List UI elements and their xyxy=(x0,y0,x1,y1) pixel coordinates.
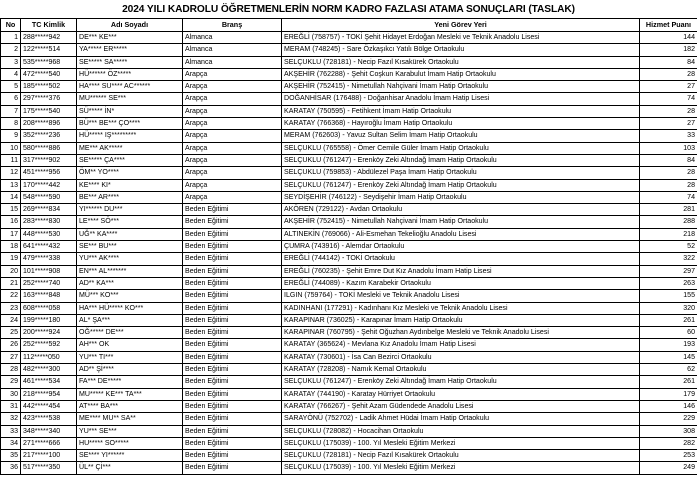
cell-tc-kimlik: 163*****848 xyxy=(21,290,77,302)
cell-gorev-yeri: MERAM (762603) - Yavuz Sultan Selim İmam Hatip Ortaokulu xyxy=(282,130,640,142)
cell-adi-soyadi: FA*** DE***** xyxy=(77,376,183,388)
table-header xyxy=(1,19,697,32)
cell-brans: Arapça xyxy=(183,93,282,105)
cell-brans: Beden Eğitimi xyxy=(183,413,282,425)
cell-hizmet-puani: 74 xyxy=(640,93,697,105)
table-body xyxy=(1,32,697,475)
cell-gorev-yeri: ÇUMRA (743916) - Alemdar Ortaokulu xyxy=(282,241,640,253)
table-row xyxy=(1,216,697,228)
cell-no: 26 xyxy=(1,339,21,351)
cell-brans: Beden Eğitimi xyxy=(183,388,282,400)
cell-adi-soyadi: YA***** ER***** xyxy=(77,44,183,56)
column-header-hizmet-puani: Hizmet Puanı xyxy=(640,19,697,32)
cell-tc-kimlik: 185*****502 xyxy=(21,81,77,93)
cell-gorev-yeri: SARAYÖNÜ (752702) - Ladik Ahmet Hüdai İmam Hatip Ortaokulu xyxy=(282,413,640,425)
cell-gorev-yeri: SELÇUKLU (761247) - Erenköy Zeki Altındağ İmam Hatip Ortaokulu xyxy=(282,179,640,191)
cell-hizmet-puani: 193 xyxy=(640,339,697,351)
cell-hizmet-puani: 28 xyxy=(640,105,697,117)
table-row xyxy=(1,179,697,191)
cell-gorev-yeri: EREĞLİ (744089) - Kazım Karabekir Ortaokulu xyxy=(282,277,640,289)
cell-gorev-yeri: MERAM (748245) - Sare Özkaşıkcı Yatılı Bölge Ortaokulu xyxy=(282,44,640,56)
cell-hizmet-puani: 27 xyxy=(640,81,697,93)
table-row xyxy=(1,351,697,363)
cell-brans: Almanca xyxy=(183,44,282,56)
cell-adi-soyadi: MU***** KE*** TA*** xyxy=(77,388,183,400)
cell-hizmet-puani: 145 xyxy=(640,351,697,363)
cell-tc-kimlik: 580*****886 xyxy=(21,142,77,154)
cell-tc-kimlik: 170*****442 xyxy=(21,179,77,191)
cell-no: 25 xyxy=(1,327,21,339)
cell-gorev-yeri: ALTINEKİN (769066) - Ali-Esmehan Tekelioğlu Anadolu Lisesi xyxy=(282,228,640,240)
cell-adi-soyadi: SE***** SA***** xyxy=(77,56,183,68)
cell-no: 5 xyxy=(1,81,21,93)
cell-tc-kimlik: 482*****300 xyxy=(21,364,77,376)
table-row xyxy=(1,142,697,154)
cell-no: 22 xyxy=(1,290,21,302)
cell-gorev-yeri: SELÇUKLU (761247) - Erenköy Zeki Altındağ İmam Hatip Ortaokulu xyxy=(282,154,640,166)
cell-adi-soyadi: AL* ŞA*** xyxy=(77,314,183,326)
table-row xyxy=(1,388,697,400)
cell-no: 31 xyxy=(1,400,21,412)
cell-tc-kimlik: 461*****534 xyxy=(21,376,77,388)
cell-hizmet-puani: 282 xyxy=(640,437,697,449)
cell-adi-soyadi: SE*** BU*** xyxy=(77,241,183,253)
cell-no: 21 xyxy=(1,277,21,289)
assignment-results-table xyxy=(0,18,697,475)
cell-gorev-yeri: KARATAY (750595) - Fetihkent İmam Hatip Ortaokulu xyxy=(282,105,640,117)
cell-tc-kimlik: 283*****830 xyxy=(21,216,77,228)
cell-brans: Beden Eğitimi xyxy=(183,425,282,437)
cell-hizmet-puani: 322 xyxy=(640,253,697,265)
cell-brans: Arapça xyxy=(183,167,282,179)
cell-no: 29 xyxy=(1,376,21,388)
table-row xyxy=(1,437,697,449)
table-row xyxy=(1,400,697,412)
column-header-tc-kimlik: TC Kimlik xyxy=(21,19,77,32)
cell-brans: Beden Eğitimi xyxy=(183,462,282,474)
cell-hizmet-puani: 261 xyxy=(640,376,697,388)
cell-tc-kimlik: 208*****896 xyxy=(21,118,77,130)
cell-gorev-yeri: AKŞEHİR (752415) - Nimetullah Nahçivani İmam Hatip Ortaokulu xyxy=(282,81,640,93)
cell-tc-kimlik: 288*****942 xyxy=(21,32,77,44)
cell-tc-kimlik: 252*****740 xyxy=(21,277,77,289)
cell-adi-soyadi: BE*** AR**** xyxy=(77,191,183,203)
cell-hizmet-puani: 281 xyxy=(640,204,697,216)
cell-brans: Arapça xyxy=(183,81,282,93)
cell-gorev-yeri: SELÇUKLU (175039) - 100. Yıl Mesleki Eğitim Merkezi xyxy=(282,437,640,449)
table-row xyxy=(1,81,697,93)
cell-no: 14 xyxy=(1,191,21,203)
cell-brans: Beden Eğitimi xyxy=(183,241,282,253)
cell-adi-soyadi: AD** KA*** xyxy=(77,277,183,289)
cell-adi-soyadi: SE***** ÇA**** xyxy=(77,154,183,166)
cell-adi-soyadi: UĞ** KA**** xyxy=(77,228,183,240)
cell-adi-soyadi: EN*** AL******* xyxy=(77,265,183,277)
cell-hizmet-puani: 218 xyxy=(640,228,697,240)
cell-adi-soyadi: MÜ*** KO*** xyxy=(77,290,183,302)
cell-hizmet-puani: 179 xyxy=(640,388,697,400)
cell-no: 19 xyxy=(1,253,21,265)
cell-hizmet-puani: 297 xyxy=(640,265,697,277)
cell-brans: Arapça xyxy=(183,68,282,80)
cell-no: 20 xyxy=(1,265,21,277)
cell-adi-soyadi: AT**** BA*** xyxy=(77,400,183,412)
table-row xyxy=(1,130,697,142)
cell-adi-soyadi: AD** Şİ**** xyxy=(77,364,183,376)
cell-tc-kimlik: 451*****956 xyxy=(21,167,77,179)
cell-tc-kimlik: 348*****340 xyxy=(21,425,77,437)
table-row xyxy=(1,302,697,314)
cell-brans: Beden Eğitimi xyxy=(183,437,282,449)
table-row xyxy=(1,191,697,203)
cell-brans: Beden Eğitimi xyxy=(183,314,282,326)
table-row xyxy=(1,277,697,289)
cell-tc-kimlik: 472*****540 xyxy=(21,68,77,80)
cell-tc-kimlik: 199*****180 xyxy=(21,314,77,326)
cell-tc-kimlik: 479*****338 xyxy=(21,253,77,265)
cell-hizmet-puani: 249 xyxy=(640,462,697,474)
cell-adi-soyadi: AH*** OK xyxy=(77,339,183,351)
cell-no: 18 xyxy=(1,241,21,253)
cell-no: 32 xyxy=(1,413,21,425)
column-header-no: No xyxy=(1,19,21,32)
table-row xyxy=(1,339,697,351)
cell-hizmet-puani: 261 xyxy=(640,314,697,326)
cell-gorev-yeri: KARATAY (766368) - Hayıroğlu İmam Hatip Ortaokulu xyxy=(282,118,640,130)
cell-gorev-yeri: SEYDİŞEHİR (746122) - Seydişehir İmam Hatip Ortaokulu xyxy=(282,191,640,203)
cell-hizmet-puani: 84 xyxy=(640,56,697,68)
cell-hizmet-puani: 146 xyxy=(640,400,697,412)
cell-brans: Arapça xyxy=(183,191,282,203)
cell-tc-kimlik: 101*****908 xyxy=(21,265,77,277)
cell-gorev-yeri: EREĞLİ (744142) - TOKİ Ortaokulu xyxy=(282,253,640,265)
cell-brans: Beden Eğitimi xyxy=(183,204,282,216)
cell-tc-kimlik: 122*****514 xyxy=(21,44,77,56)
cell-hizmet-puani: 263 xyxy=(640,277,697,289)
table-row xyxy=(1,314,697,326)
cell-brans: Beden Eğitimi xyxy=(183,216,282,228)
cell-no: 3 xyxy=(1,56,21,68)
cell-tc-kimlik: 175*****540 xyxy=(21,105,77,117)
cell-adi-soyadi: ME**** MU** SA** xyxy=(77,413,183,425)
cell-no: 10 xyxy=(1,142,21,154)
cell-no: 1 xyxy=(1,32,21,44)
table-row xyxy=(1,450,697,462)
cell-adi-soyadi: SE**** YI****** xyxy=(77,450,183,462)
cell-hizmet-puani: 52 xyxy=(640,241,697,253)
cell-tc-kimlik: 442*****454 xyxy=(21,400,77,412)
cell-gorev-yeri: SELÇUKLU (765558) - Ömer Cemile Güler İmam Hatip Ortaokulu xyxy=(282,142,640,154)
cell-gorev-yeri: KARATAY (730601) - İsa Can Bezirci Ortaokulu xyxy=(282,351,640,363)
cell-brans: Beden Eğitimi xyxy=(183,265,282,277)
table-row xyxy=(1,265,697,277)
table-row xyxy=(1,241,697,253)
cell-brans: Almanca xyxy=(183,32,282,44)
cell-gorev-yeri: SELÇUKLU (759853) - Abdülezel Paşa İmam Hatip Ortaokulu xyxy=(282,167,640,179)
cell-adi-soyadi: KE**** KI* xyxy=(77,179,183,191)
cell-brans: Arapça xyxy=(183,154,282,166)
table-row xyxy=(1,167,697,179)
cell-brans: Arapça xyxy=(183,130,282,142)
cell-hizmet-puani: 288 xyxy=(640,216,697,228)
cell-gorev-yeri: KARATAY (728208) - Namık Kemal Ortaokulu xyxy=(282,364,640,376)
table-row xyxy=(1,93,697,105)
cell-hizmet-puani: 155 xyxy=(640,290,697,302)
cell-brans: Beden Eğitimi xyxy=(183,290,282,302)
cell-tc-kimlik: 269*****834 xyxy=(21,204,77,216)
cell-gorev-yeri: SELÇUKLU (728181) - Necip Fazıl Kısakürek Ortaokulu xyxy=(282,56,640,68)
cell-gorev-yeri: ILGIN (759764) - TOKİ Mesleki ve Teknik Anadolu Lisesi xyxy=(282,290,640,302)
cell-hizmet-puani: 27 xyxy=(640,118,697,130)
cell-no: 8 xyxy=(1,118,21,130)
page-title: 2024 YILI KADROLU ÖĞRETMENLERİN NORM KADRO FAZLASI ATAMA SONUÇLARI (TASLAK) xyxy=(122,4,575,15)
cell-tc-kimlik: 352*****236 xyxy=(21,130,77,142)
cell-adi-soyadi: SÜ***** İN* xyxy=(77,105,183,117)
cell-gorev-yeri: KARAPINAR (760795) - Şehit Oğuzhan Aydınbelge Mesleki ve Teknik Anadolu Lisesi xyxy=(282,327,640,339)
cell-tc-kimlik: 217*****100 xyxy=(21,450,77,462)
table-header-row xyxy=(1,19,697,32)
cell-hizmet-puani: 28 xyxy=(640,167,697,179)
cell-hizmet-puani: 28 xyxy=(640,179,697,191)
cell-brans: Beden Eğitimi xyxy=(183,450,282,462)
table-row xyxy=(1,204,697,216)
table-row xyxy=(1,413,697,425)
column-header-gorev-yeri: Yeni Görev Yeri xyxy=(282,19,640,32)
cell-brans: Beden Eğitimi xyxy=(183,400,282,412)
cell-no: 30 xyxy=(1,388,21,400)
cell-brans: Beden Eğitimi xyxy=(183,364,282,376)
cell-brans: Arapça xyxy=(183,105,282,117)
cell-hizmet-puani: 253 xyxy=(640,450,697,462)
cell-gorev-yeri: SELÇUKLU (761247) - Erenköy Zeki Altındağ İmam Hatip Ortaokulu xyxy=(282,376,640,388)
cell-no: 35 xyxy=(1,450,21,462)
cell-no: 36 xyxy=(1,462,21,474)
table-row xyxy=(1,56,697,68)
cell-hizmet-puani: 74 xyxy=(640,191,697,203)
cell-tc-kimlik: 608*****058 xyxy=(21,302,77,314)
table-row xyxy=(1,290,697,302)
cell-brans: Beden Eğitimi xyxy=(183,228,282,240)
cell-adi-soyadi: HA*** HÜ***** KO*** xyxy=(77,302,183,314)
cell-gorev-yeri: EREĞLİ (758757) - TOKİ Şehit Hidayet Erdoğan Mesleki ve Teknik Anadolu Lisesi xyxy=(282,32,640,44)
table-row xyxy=(1,376,697,388)
cell-no: 28 xyxy=(1,364,21,376)
cell-gorev-yeri: AKŞEHİR (762288) - Şehit Coşkun Karabulut İmam Hatip Ortaokulu xyxy=(282,68,640,80)
cell-hizmet-puani: 84 xyxy=(640,154,697,166)
table-row xyxy=(1,105,697,117)
cell-gorev-yeri: KARATAY (744190) - Karatay Hürriyet Ortaokulu xyxy=(282,388,640,400)
cell-adi-soyadi: BÜ*** BE*** ÇO**** xyxy=(77,118,183,130)
cell-no: 24 xyxy=(1,314,21,326)
cell-tc-kimlik: 317*****902 xyxy=(21,154,77,166)
table-row xyxy=(1,154,697,166)
table-row xyxy=(1,253,697,265)
cell-tc-kimlik: 548*****590 xyxy=(21,191,77,203)
table-row xyxy=(1,425,697,437)
cell-no: 7 xyxy=(1,105,21,117)
cell-tc-kimlik: 112*****050 xyxy=(21,351,77,363)
cell-adi-soyadi: YU*** TI*** xyxy=(77,351,183,363)
cell-no: 27 xyxy=(1,351,21,363)
cell-hizmet-puani: 182 xyxy=(640,44,697,56)
cell-hizmet-puani: 33 xyxy=(640,130,697,142)
cell-tc-kimlik: 535*****968 xyxy=(21,56,77,68)
cell-no: 4 xyxy=(1,68,21,80)
cell-brans: Arapça xyxy=(183,142,282,154)
table-row xyxy=(1,32,697,44)
cell-no: 11 xyxy=(1,154,21,166)
table-row xyxy=(1,364,697,376)
cell-no: 13 xyxy=(1,179,21,191)
cell-tc-kimlik: 218*****954 xyxy=(21,388,77,400)
table-row xyxy=(1,68,697,80)
cell-hizmet-puani: 28 xyxy=(640,68,697,80)
cell-brans: Beden Eğitimi xyxy=(183,253,282,265)
cell-adi-soyadi: MU****** SE*** xyxy=(77,93,183,105)
cell-gorev-yeri: KADINHANI (177291) - Kadınhanı Kız Mesleki ve Teknik Anadolu Lisesi xyxy=(282,302,640,314)
cell-gorev-yeri: DOĞANHİSAR (176488) - Doğanhisar Anadolu İmam Hatip Lisesi xyxy=(282,93,640,105)
cell-brans: Beden Eğitimi xyxy=(183,277,282,289)
cell-gorev-yeri: SELÇUKLU (728181) - Necip Fazıl Kısakürek Ortaokulu xyxy=(282,450,640,462)
cell-gorev-yeri: SELÇUKLU (728082) - Hocacihan Ortaokulu xyxy=(282,425,640,437)
cell-no: 12 xyxy=(1,167,21,179)
cell-gorev-yeri: KARAPINAR (736025) - Karapınar İmam Hatip Ortaokulu xyxy=(282,314,640,326)
cell-tc-kimlik: 517*****350 xyxy=(21,462,77,474)
cell-gorev-yeri: SELÇUKLU (175039) - 100. Yıl Mesleki Eğitim Merkezi xyxy=(282,462,640,474)
cell-adi-soyadi: ME*** AK***** xyxy=(77,142,183,154)
cell-adi-soyadi: LE**** SÖ*** xyxy=(77,216,183,228)
cell-adi-soyadi: YU*** AK**** xyxy=(77,253,183,265)
cell-no: 17 xyxy=(1,228,21,240)
cell-no: 23 xyxy=(1,302,21,314)
table-row xyxy=(1,327,697,339)
cell-adi-soyadi: ÜL** Çİ*** xyxy=(77,462,183,474)
cell-tc-kimlik: 252*****592 xyxy=(21,339,77,351)
cell-no: 9 xyxy=(1,130,21,142)
cell-gorev-yeri: KARATAY (766267) - Şehit Azam Güdendede Anadolu Lisesi xyxy=(282,400,640,412)
cell-brans: Beden Eğitimi xyxy=(183,351,282,363)
column-header-adi-soyadi: Adı Soyadı xyxy=(77,19,183,32)
cell-tc-kimlik: 271*****666 xyxy=(21,437,77,449)
cell-brans: Almanca xyxy=(183,56,282,68)
cell-no: 6 xyxy=(1,93,21,105)
cell-adi-soyadi: HÜ****** ÖZ***** xyxy=(77,68,183,80)
cell-hizmet-puani: 144 xyxy=(640,32,697,44)
cell-no: 15 xyxy=(1,204,21,216)
cell-adi-soyadi: YI****** DU*** xyxy=(77,204,183,216)
column-header-brans: Branş xyxy=(183,19,282,32)
cell-brans: Arapça xyxy=(183,118,282,130)
cell-gorev-yeri: EREĞLİ (760235) - Şehit Emre Dut Kız Anadolu İmam Hatip Lisesi xyxy=(282,265,640,277)
cell-adi-soyadi: YU*** SE*** xyxy=(77,425,183,437)
cell-gorev-yeri: AKÖREN (729122) - Avdan Ortaokulu xyxy=(282,204,640,216)
cell-gorev-yeri: KARATAY (365624) - Mevlana Kız Anadolu İmam Hatip Lisesi xyxy=(282,339,640,351)
cell-brans: Beden Eğitimi xyxy=(183,302,282,314)
cell-brans: Beden Eğitimi xyxy=(183,376,282,388)
cell-no: 16 xyxy=(1,216,21,228)
cell-adi-soyadi: ÖM** YO**** xyxy=(77,167,183,179)
cell-no: 33 xyxy=(1,425,21,437)
cell-no: 34 xyxy=(1,437,21,449)
cell-brans: Beden Eğitimi xyxy=(183,327,282,339)
table-row xyxy=(1,462,697,474)
cell-adi-soyadi: DE*** KE*** xyxy=(77,32,183,44)
cell-hizmet-puani: 103 xyxy=(640,142,697,154)
cell-gorev-yeri: AKŞEHİR (752415) - Nimetullah Nahçivani İmam Hatip Ortaokulu xyxy=(282,216,640,228)
cell-brans: Beden Eğitimi xyxy=(183,339,282,351)
cell-tc-kimlik: 423*****538 xyxy=(21,413,77,425)
cell-hizmet-puani: 229 xyxy=(640,413,697,425)
table-row xyxy=(1,118,697,130)
cell-tc-kimlik: 641*****432 xyxy=(21,241,77,253)
cell-tc-kimlik: 448*****530 xyxy=(21,228,77,240)
cell-hizmet-puani: 320 xyxy=(640,302,697,314)
cell-adi-soyadi: OĞ***** DE*** xyxy=(77,327,183,339)
cell-hizmet-puani: 60 xyxy=(640,327,697,339)
cell-tc-kimlik: 297*****376 xyxy=(21,93,77,105)
cell-hizmet-puani: 308 xyxy=(640,425,697,437)
cell-brans: Arapça xyxy=(183,179,282,191)
cell-adi-soyadi: HÜ***** IŞ********* xyxy=(77,130,183,142)
cell-adi-soyadi: HA**** SU**** AC****** xyxy=(77,81,183,93)
table-row xyxy=(1,44,697,56)
cell-adi-soyadi: HU***** SO***** xyxy=(77,437,183,449)
cell-tc-kimlik: 200*****924 xyxy=(21,327,77,339)
table-row xyxy=(1,228,697,240)
cell-hizmet-puani: 62 xyxy=(640,364,697,376)
cell-no: 2 xyxy=(1,44,21,56)
